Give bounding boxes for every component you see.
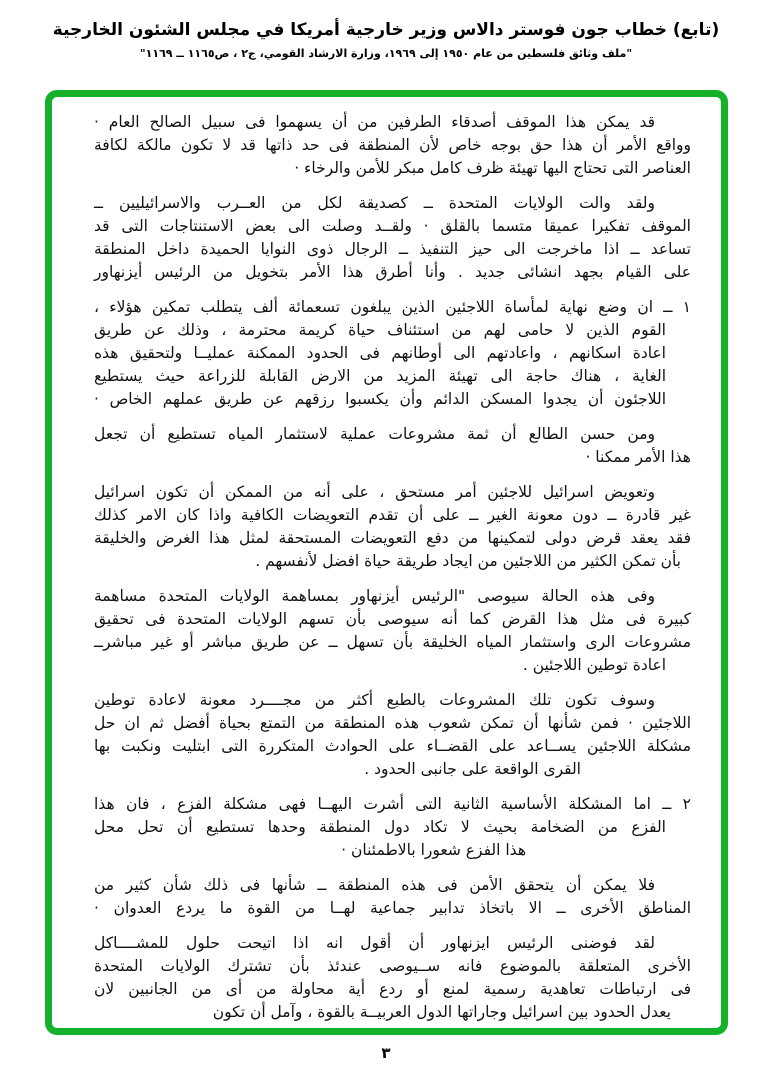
text-line: لقد فوضنى الرئيس ايزنهاور أن أقول انه اذا اتيحت حلول للمشــــاكل: [94, 934, 655, 952]
page-number: ٣: [381, 1044, 391, 1062]
paragraph: [94, 192, 691, 284]
text-line: اللاجئون أن يجدوا المسكن الدائم وأن يكسبوا رزقهم عن طريق عملهم الخاص ·: [94, 390, 666, 408]
text-line: تساعد ــ اذا ماخرجت الى حيز التنفيذ ــ الرجال ذوى النوايا الحميدة داخل المنطقة: [94, 240, 691, 258]
text-line: القوم الذين لا حامى لهم من استئناف حياة كريمة محترمة ، وذلك عن طريق: [94, 321, 666, 339]
text-line: وفى هذه الحالة سيوصى "الرئيس أيزنهاور بمساهمة الولايات المتحدة مساهمة: [94, 587, 655, 605]
paragraph: [94, 585, 691, 677]
text-line: غير قادرة ــ دون معونة الغير ــ على أن تقدم التعويضات الكافية واذا كان الامر كذلك: [94, 506, 691, 524]
numbered-paragraph: [94, 296, 691, 411]
text-line: القرى الواقعة على جانبى الحدود .: [364, 760, 581, 778]
text-line: ولقد والت الولايات المتحدة ــ كصديقة لكل من العــرب والاسرائيليين ــ: [94, 194, 655, 212]
text-line: مشروعات الرى واستثمار المياه الخليقة بأن تسهل ــ عن طريق مباشر أو غير مباشرــ: [94, 633, 691, 651]
text-line: اعادة توطين اللاجئين .: [522, 656, 666, 674]
text-line: قد يمكن هذا الموقف أصدقاء الطرفين من أن يسهموا فى سبيل الصالح العام ·: [94, 113, 655, 131]
paragraph: [94, 874, 691, 920]
text-line: يعدل الحدود بين اسرائيل وجاراتها الدول العربيــة بالقوة ، وآمل أن تكون: [212, 1003, 671, 1021]
page-title: (تابع) خطاب جون فوستر دالاس وزير خارجية أمريكا في مجلس الشئون الخارجية: [52, 20, 720, 40]
text-line: ١ ــ ان وضع نهاية لمأساة اللاجئين الذين يبلغون تسعمائة ألف يتطلب تمكين هؤلاء ،: [94, 298, 691, 316]
text-line: الغاية ، هناك حاجة الى تهيئة المزيد من الارض القابلة للزراعة حيث يستطيع: [94, 367, 666, 385]
page-subtitle: "ملف وثائق فلسطين من عام ١٩٥٠ إلى ١٩٦٩، وزارة الارشاد القومي، ج٢ ، ص١١٦٥ ــ ١١٦٩": [139, 47, 633, 60]
text-line: الفزع من الضخامة بحيث لا تكاد دول المنطقة وحدها تستطيع أن تحل محل: [94, 818, 666, 836]
text-line: الموقف تفكيرا عميقا متسما بالقلق · ولقــد وصلت الى بعض الاستنتاجات التى قد: [94, 217, 691, 235]
paragraph: [94, 423, 691, 469]
text-line: ومن حسن الطالع أن ثمة مشروعات عملية لاستثمار المياه تستطيع أن تجعل: [94, 425, 655, 443]
text-line: المناطق الأخرى ــ الا باتخاذ تدابير جماعية لهــا من القوة ما يردع العدوان ·: [94, 899, 691, 917]
text-line: هذا الأمر ممكنا ·: [585, 448, 691, 466]
paragraph: [94, 111, 691, 180]
text-line: اللاجئين · فمن شأنها أن تمكن شعوب هذه المنطقة من التمتع بحياة أفضل ثم ان حل: [94, 714, 691, 732]
text-line: هذا الفزع شعورا بالاطمئنان ·: [341, 841, 526, 859]
text-line: وسوف تكون تلك المشروعات بالطبع أكثر من مجــــرد معونة لاعادة توطين: [94, 691, 655, 709]
text-line: فقد يعقد قرض دولى لتمكينها من دفع التعويضات المستحقة لمثل هذا الغرض والخليقة: [94, 529, 691, 547]
text-line: وواقع الأمر أن هذا حق بوجه خاص لأن المنطقة فى حد ذاتها قد لا تكون مالكة لكافة: [94, 136, 691, 154]
text-line: مشكلة اللاجئين يســاعد على القضــاء على الحوادث المتكررة التى ابتليت ونكبت بها: [94, 737, 691, 755]
paragraph: [94, 932, 691, 1024]
paragraph: [94, 481, 691, 573]
text-line: على القيام بجهد انشائى جديد . وأنا أطرق هذا الأمر بتخويل من الرئيس أيزنهاور: [94, 263, 691, 281]
text-line: ٢ ــ اما المشكلة الأساسية الثانية التى أشرت اليهــا فهى مشكلة الفزع ، فان هذا: [94, 795, 691, 813]
text-line: الأخرى المتعلقة بالموضوع فانه ســيوصى عندئذ بأن تشترك الولايات المتحدة: [94, 957, 691, 975]
text-line: فلا يمكن أن يتحقق الأمن فى هذه المنطقة ــ شأنها فى ذلك شأن كثير من: [94, 876, 655, 894]
document-header: [0, 20, 772, 60]
text-line: بأن تمكن الكثير من اللاجئين من ايجاد طريقة حياة افضل لأنفسهم .: [255, 552, 681, 570]
text-line: وتعويض اسرائيل للاجئين أمر مستحق ، على أنه من الممكن أن تكون اسرائيل: [94, 483, 655, 501]
document-body: [94, 111, 691, 1024]
text-line: العناصر التى تحتاج اليها تهيئة ظرف كامل مبكر للأمن والرخاء ·: [294, 159, 691, 177]
green-border-frame: [45, 90, 728, 1035]
paragraph: [94, 689, 691, 781]
text-line: اعادة اسكانهم ، واعادتهم الى أوطانهم فى الحدود الممكنة عمليــا ولتحقيق هذه: [94, 344, 666, 362]
text-line: فى ارتباطات تعاهدية رسمية لمنع أو ردع أية محاولة من أى من الجانبين لان: [94, 980, 691, 998]
text-line: كبيرة فى مثل هذا القرض كما أنه سيوصى بأن تسهم الولايات المتحدة فى تحقيق: [94, 610, 691, 628]
numbered-paragraph: [94, 793, 691, 862]
